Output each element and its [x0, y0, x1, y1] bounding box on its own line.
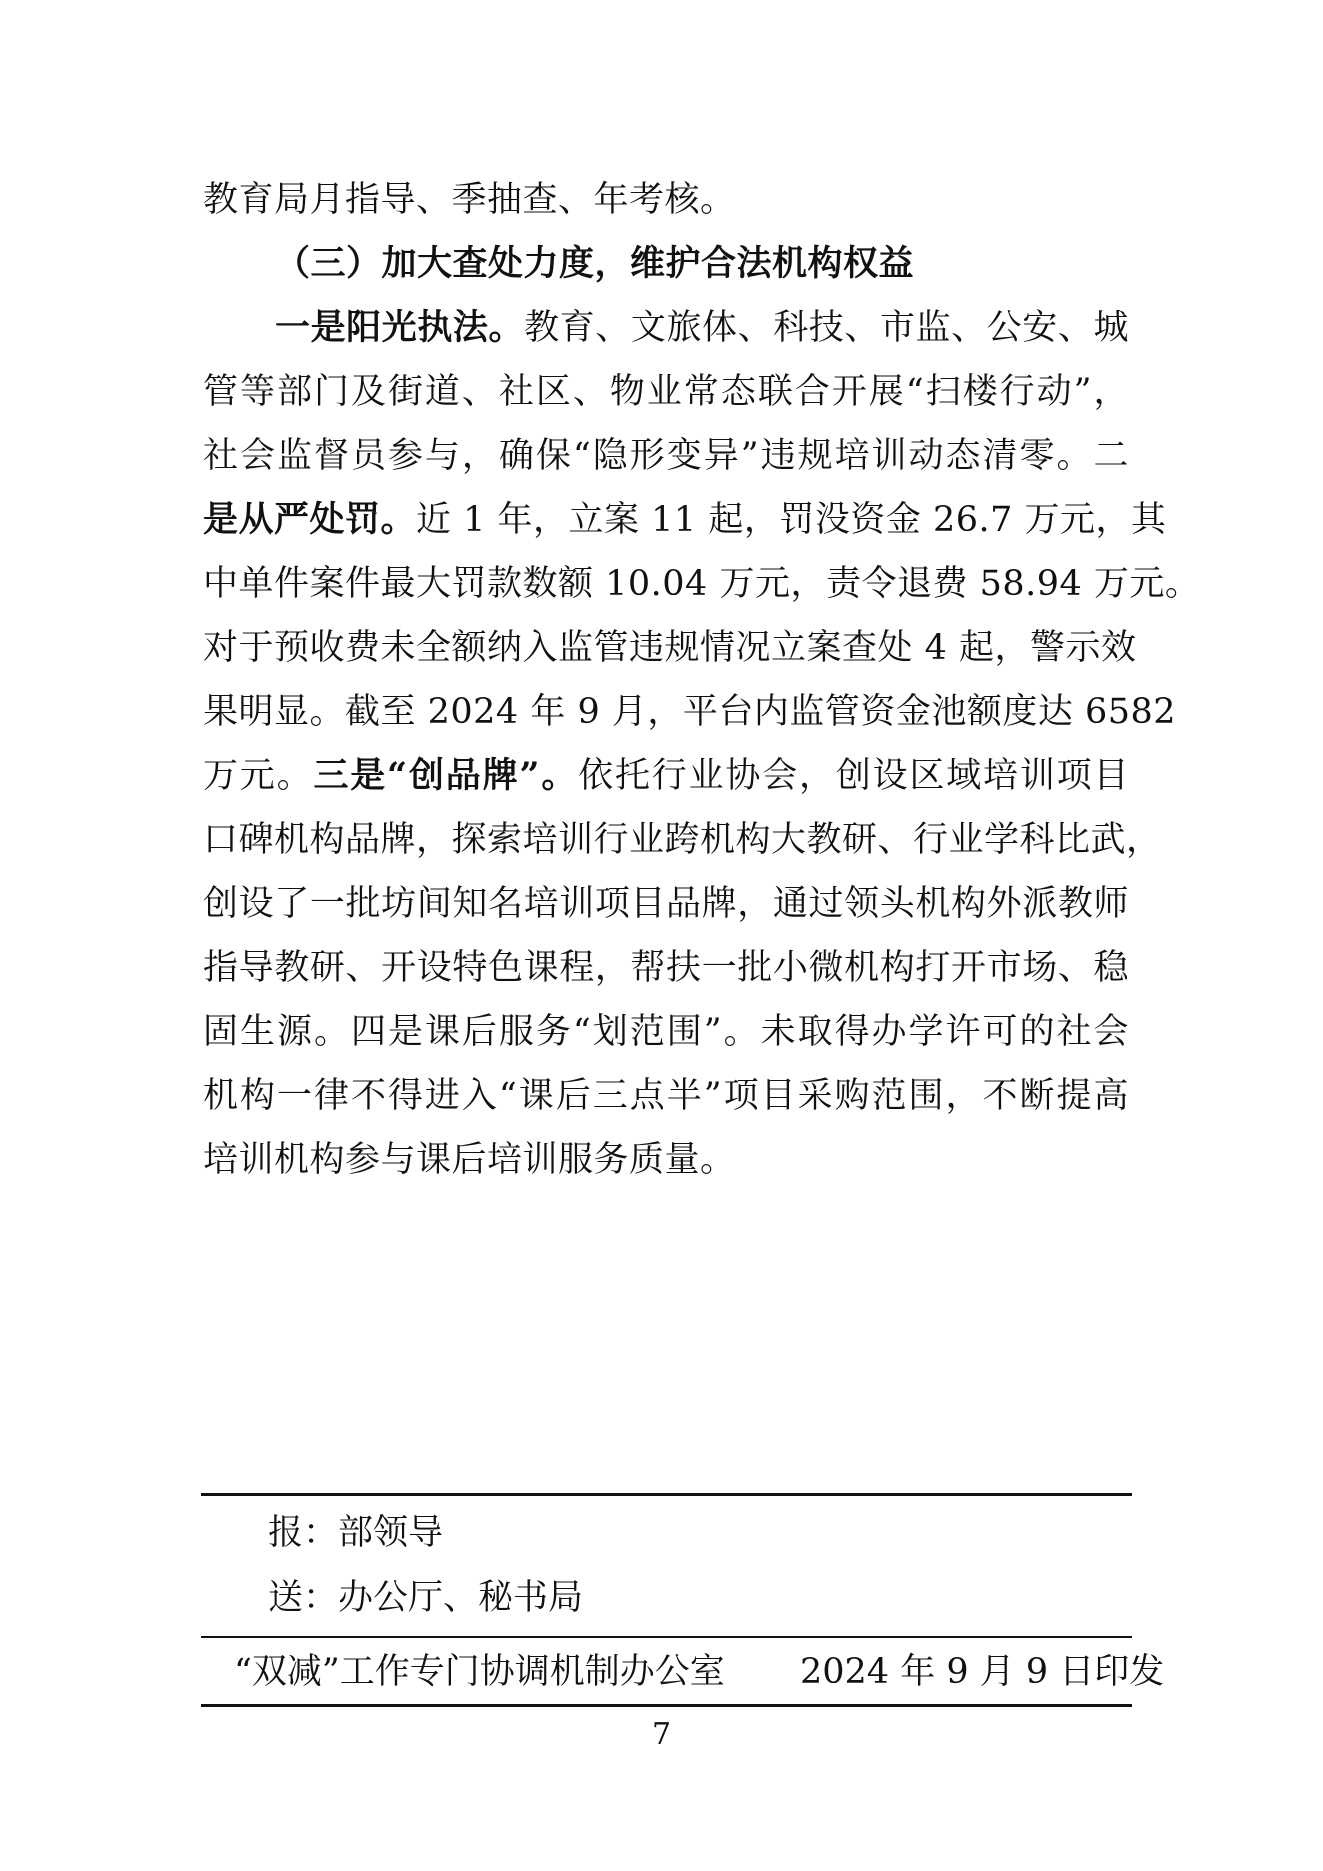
body-line: 指导教研、开设特色课程，帮扶一批小微机构打开市场、稳 [203, 948, 1129, 988]
body-line [203, 488, 1167, 552]
footer-bottom-rule [201, 1704, 1132, 1707]
body-line: 创设了一批坊间知名培训项目品牌，通过领头机构外派教师 [203, 884, 1129, 924]
body-line: 教育局月指导、季抽查、年考核。 [203, 180, 736, 220]
body-text: 近 1 年，立案 11 起，罚没资金 26.7 万元，其 [416, 500, 1167, 540]
body-line: 机构一律不得进入“课后三点半”项目采购范围，不断提高 [203, 1076, 1129, 1116]
body-line: 管等部门及街道、社区、物业常态联合开展“扫楼行动”， [203, 372, 1129, 412]
report-to: 报：部领导 [268, 1513, 444, 1553]
bold-lead-phrase: 三是“创品牌”。 [313, 755, 579, 796]
send-to: 送：办公厅、秘书局 [268, 1578, 584, 1618]
body-line: 社会监督员参与，确保“隐形变异”违规培训动态清零。二 [203, 436, 1129, 476]
bold-lead-phrase: 是从严处罚。 [203, 499, 417, 540]
page-number: 7 [651, 1717, 672, 1752]
body-line: 培训机构参与课后培训服务质量。 [203, 1140, 736, 1180]
footer-middle-rule [201, 1636, 1132, 1638]
issue-date: 2024 年 9 月 9 日印发 [800, 1652, 1165, 1692]
body-text: 教育、文旅体、科技、市监、公安、城 [524, 308, 1129, 348]
body-line: 固生源。四是课后服务“划范围”。未取得办学许可的社会 [203, 1012, 1129, 1052]
body-line: 果明显。截至 2024 年 9 月，平台内监管资金池额度达 6582 [203, 692, 1177, 732]
issuer-office: “双减”工作专门协调机制办公室 [234, 1652, 725, 1692]
bold-lead-phrase: 一是阳光执法。 [275, 307, 525, 348]
body-line: 中单件案件最大罚款数额 10.04 万元，责令退费 58.94 万元。 [203, 564, 1201, 604]
body-text: 万元。 [203, 756, 314, 796]
body-line [275, 296, 1129, 360]
body-line [203, 744, 1129, 808]
body-line: 口碑机构品牌，探索培训行业跨机构大教研、行业学科比武， [203, 820, 1162, 860]
section-heading: （三）加大查处力度，维护合法机构权益 [275, 243, 915, 284]
body-text: 依托行业协会，创设区域培训项目 [578, 756, 1129, 796]
footer-top-rule [201, 1493, 1132, 1496]
body-line: 对于预收费未全额纳入监管违规情况立案查处 4 起，警示效 [203, 628, 1137, 668]
